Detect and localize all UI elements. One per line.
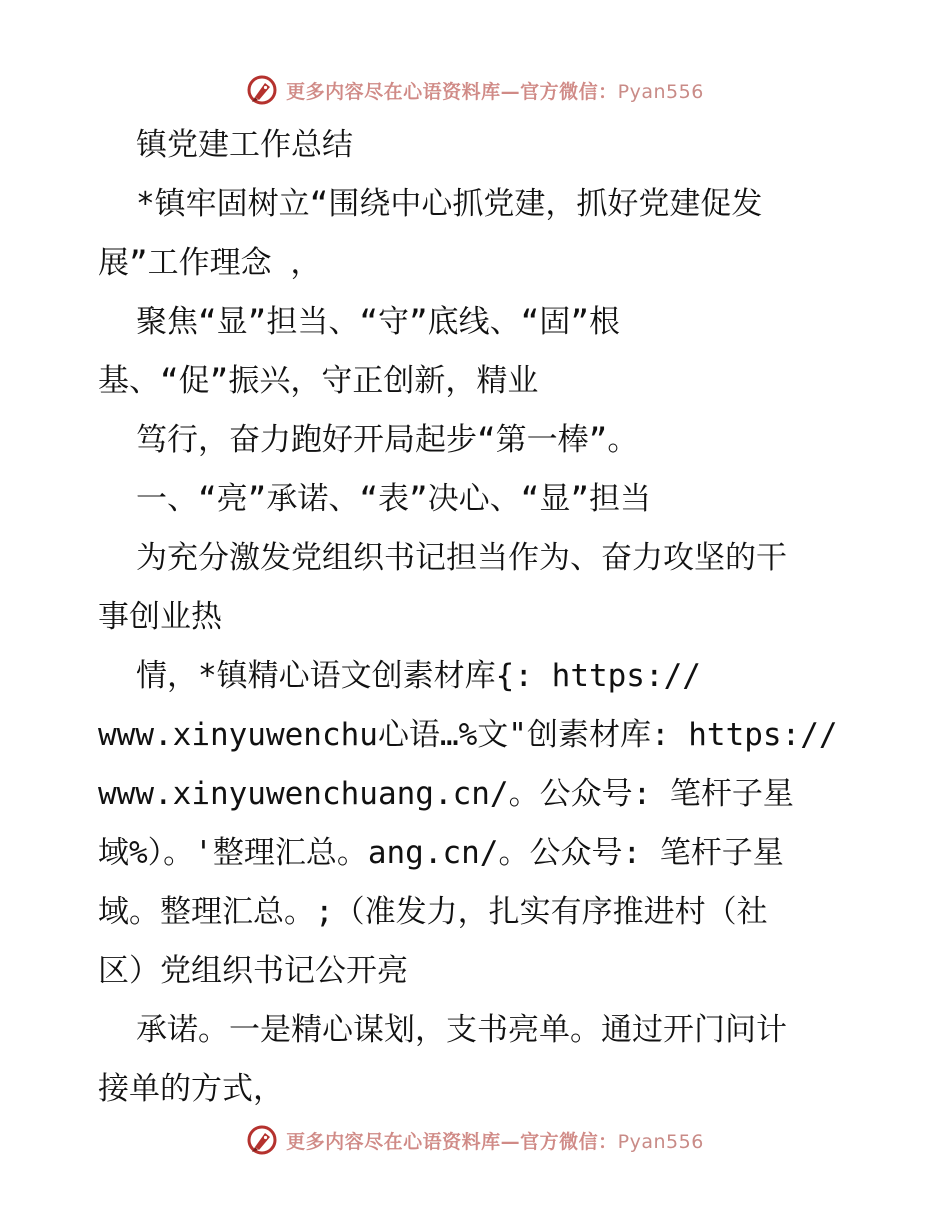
text-line: 为充分激发党组织书记担当作为、奋力攻坚的干 [136, 540, 787, 576]
text-line: 情，*镇精心语文创素材库{: https:// [136, 658, 701, 694]
wechat-id: Pyan556 [617, 1130, 704, 1153]
text-line: 笃行，奋力跑好开局起步“第一棒”。 [136, 422, 639, 458]
text-line: 事创业热 [98, 599, 222, 635]
text-line: www.xinyuwenchuang.cn/。公众号: 笔杆子星 [98, 776, 794, 812]
banner-text: 更多内容尽在心语资料库—官方微信：Pyan556 [286, 80, 704, 103]
text-line: 接单的方式， [98, 1071, 284, 1107]
document-body [98, 116, 868, 1119]
text-line: 展”工作理念 ， [98, 245, 322, 281]
pen-nib-logo-icon [246, 74, 278, 106]
text-line: 承诺。一是精心谋划，支书亮单。通过开门问计 [136, 1012, 787, 1048]
wechat-id: Pyan556 [617, 80, 704, 103]
text-line: www.xinyuwenchu心语…%文"创素材库: https:// [98, 717, 838, 753]
text-line: 基、“促”振兴，守正创新，精业 [98, 363, 539, 399]
section-heading: 一、“亮”承诺、“表”决心、“显”担当 [136, 481, 651, 517]
pen-nib-logo-icon [246, 1124, 278, 1156]
footer-banner [0, 1120, 950, 1160]
document-title: 镇党建工作总结 [136, 127, 353, 163]
text-line: 聚焦“显”担当、“守”底线、“固”根 [136, 304, 620, 340]
text-line: 域。整理汇总。;（准发力，扎实有序推进村（社 [98, 894, 768, 930]
text-line: 域%）。'整理汇总。ang.cn/。公众号: 笔杆子星 [98, 835, 784, 871]
banner-text: 更多内容尽在心语资料库—官方微信：Pyan556 [286, 1130, 704, 1153]
header-banner [0, 70, 950, 110]
text-line: *镇牢固树立“围绕中心抓党建，抓好党建促发 [136, 186, 763, 222]
text-line: 区）党组织书记公开亮 [98, 953, 408, 989]
